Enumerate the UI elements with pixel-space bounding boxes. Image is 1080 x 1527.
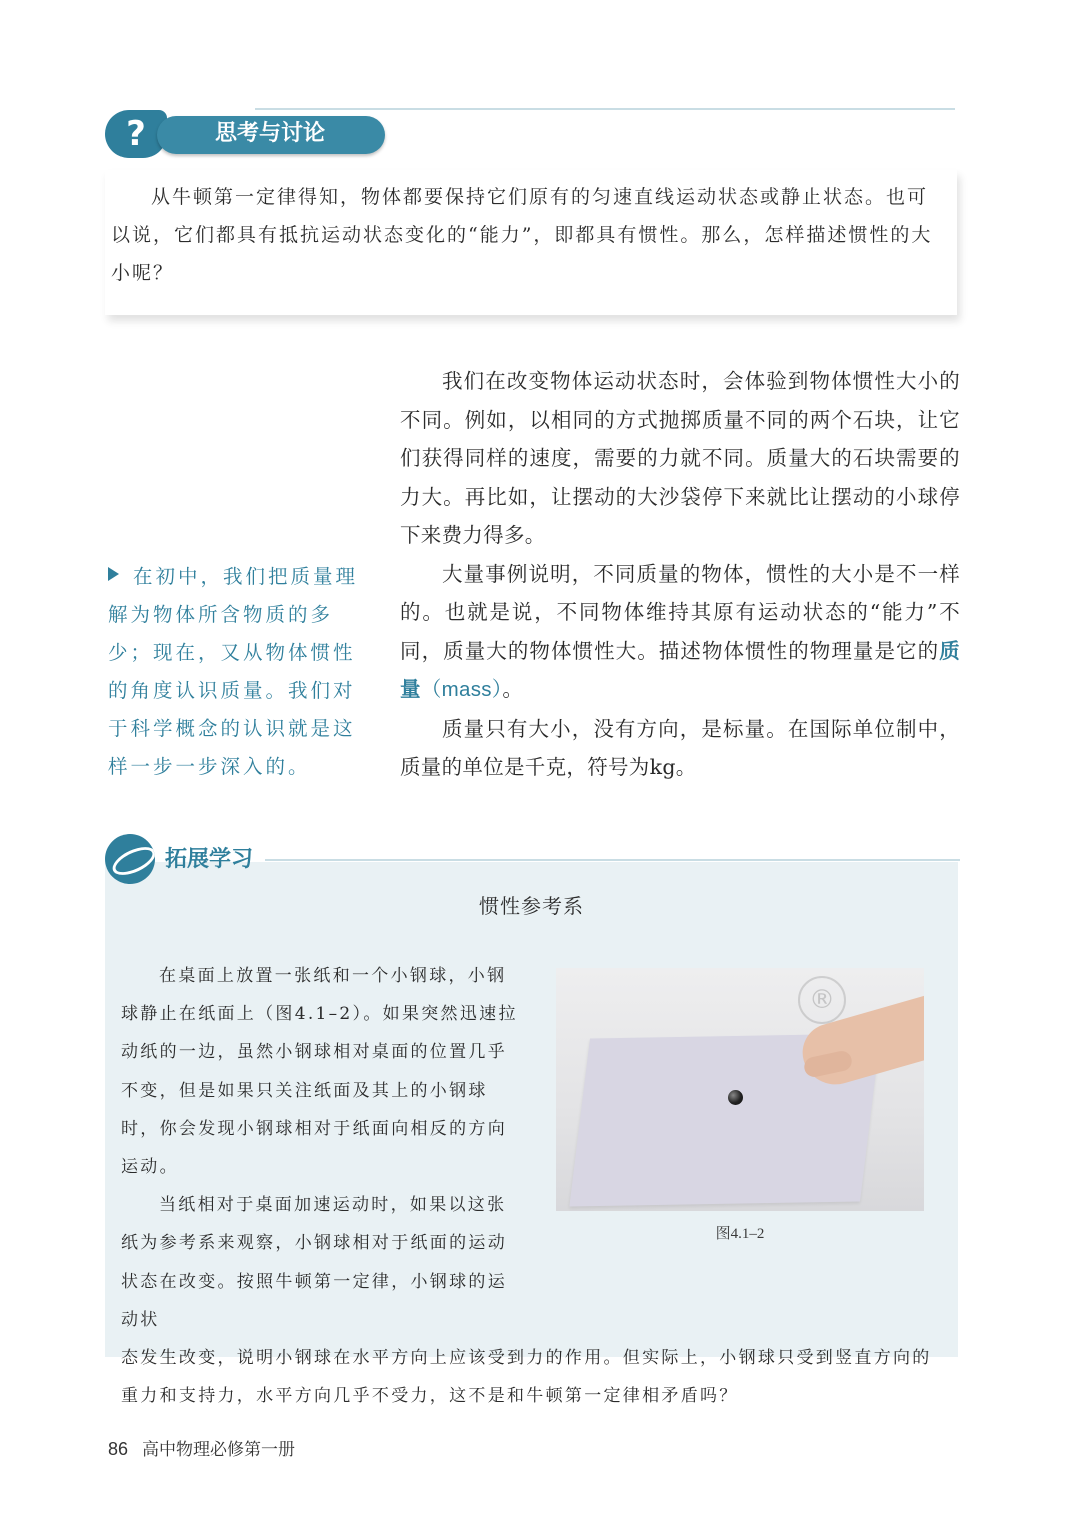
think-discuss-header xyxy=(105,102,965,162)
globe-icon xyxy=(105,834,155,884)
extension-title: 惯性参考系 xyxy=(479,894,584,918)
extension-header-title: 拓展学习 xyxy=(165,847,254,872)
book-title: 高中物理必修第一册 xyxy=(142,1440,296,1460)
think-discuss-text: 从牛顿第一定律得知，物体都要保持它们原有的匀速直线运动状态或静止状态。也可以说，它们都具有抵抗运动状态变化的“能力”，即都具有惯性。那么，怎样描述惯性的大小呢？ xyxy=(111,186,933,284)
side-note-text: 在初中，我们把质量理解为物体所含物质的多少；现在，又从物体惯性的角度认识质量。我们对于科学概念的认识就是这样一步一步深入的。 xyxy=(108,565,359,778)
extension-paragraph-1: 在桌面上放置一张纸和一个小钢球，小钢球静止在纸面上（图4.1–2）。如果突然迅速拉动纸的一边，虽然小钢球相对桌面的位置几乎不变，但是如果只关注纸面及其上的小钢球时，你会发现小钢球相对于纸面向相反的方向运动。 xyxy=(121,966,518,1178)
paragraph-2-end: 。 xyxy=(502,677,524,701)
extension-header xyxy=(105,832,965,888)
side-note xyxy=(108,558,360,786)
paragraph-1: 我们在改变物体运动状态时，会体验到物体惯性大小的不同。例如，以相同的方式抛掷质量不同的两个石块，让它们获得同样的速度，需要的力就不同。质量大的石块需要的力大。再比如，让摆动的大沙袋停下来就比让摆动的小球停下来费力得多。 xyxy=(400,369,960,547)
triangle-bullet-icon xyxy=(108,567,119,581)
main-text xyxy=(400,362,960,787)
steel-ball xyxy=(728,1090,743,1105)
page-footer xyxy=(108,1435,295,1460)
extension-paragraph-2a: 当纸相对于桌面加速运动时，如果以这张纸为参考系来观察，小钢球相对于纸面的运动状态在改变。按照牛顿第一定律，小钢球的运动状 xyxy=(121,1195,507,1330)
extension-paragraph-2b: 态发生改变，说明小钢球在水平方向上应该受到力的作用。但实际上，小钢球只受到竖直方向的重力和支持力，水平方向几乎不受力，这不是和牛顿第一定律相矛盾吗？ xyxy=(121,1348,932,1407)
paragraph-2-text: 大量事例说明，不同质量的物体，惯性的大小是不一样的。也就是说，不同物体维持其原有运动状态的“能力”不同，质量大的物体惯性大。描述物体惯性的物理量是它的 xyxy=(400,561,960,663)
figure-caption: 图4.1–2 xyxy=(715,1226,765,1242)
think-discuss-box xyxy=(105,170,957,315)
term-mass: 质量 xyxy=(400,638,960,701)
question-icon: ? xyxy=(105,110,167,158)
term-mass-english: （mass） xyxy=(420,678,503,701)
header-rule xyxy=(255,108,955,110)
figure-photo xyxy=(556,968,924,1211)
header-rule xyxy=(265,859,960,861)
paragraph-3: 质量只有大小，没有方向，是标量。在国际单位制中，质量的单位是千克，符号为kg。 xyxy=(400,716,960,779)
page-number: 86 xyxy=(108,1439,129,1459)
registered-watermark-icon: ® xyxy=(798,976,846,1024)
think-discuss-title: 思考与讨论 xyxy=(214,121,325,146)
paragraph-2 xyxy=(400,555,960,710)
